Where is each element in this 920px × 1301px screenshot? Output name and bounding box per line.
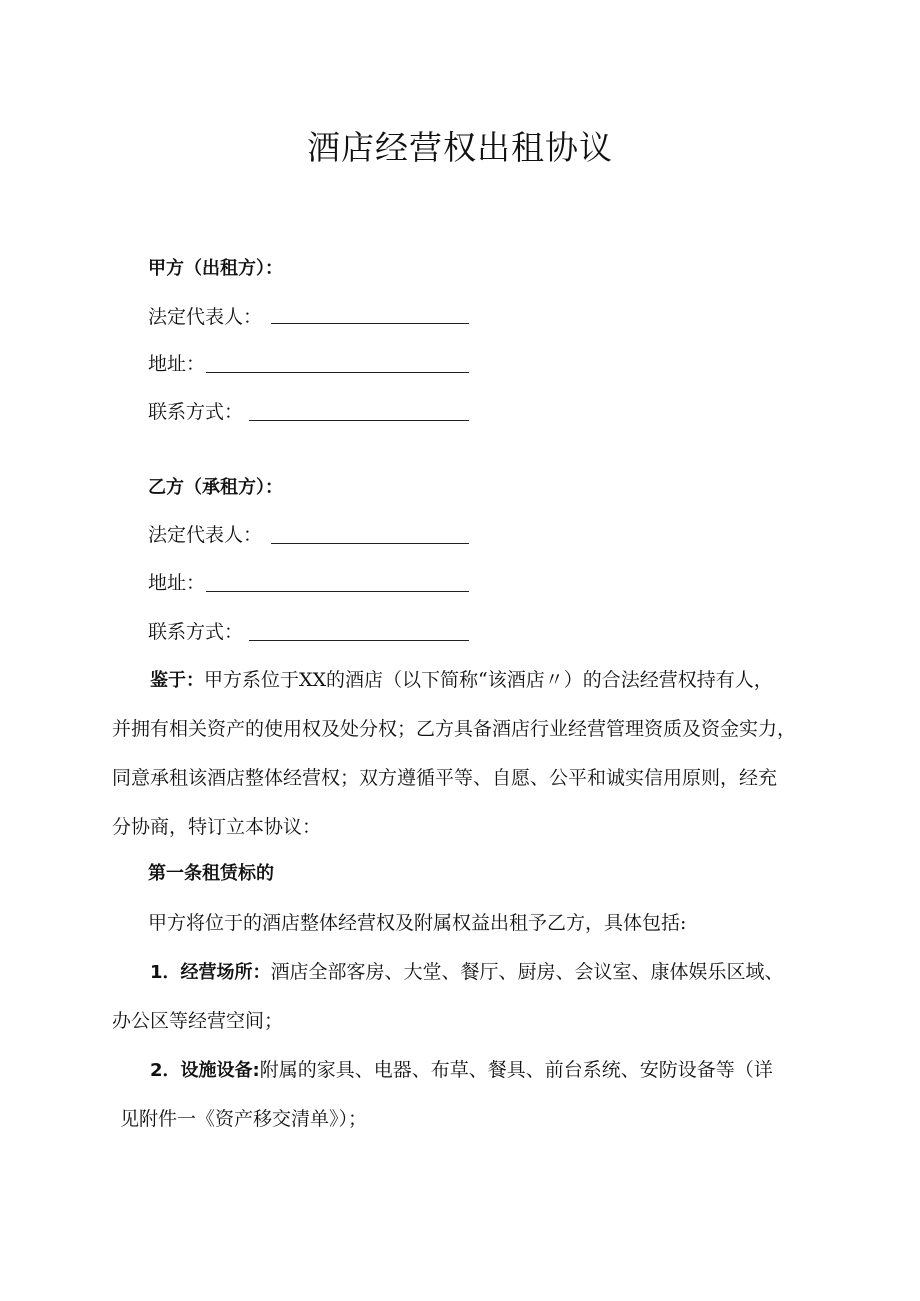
- document-title: 酒店经营权出租协议: [307, 128, 613, 167]
- party-b-addr-blank: [206, 591, 469, 592]
- party-a-contact-blank: [249, 420, 469, 421]
- article-1-item-1-text: 酒店全部客房、大堂、餐厅、厨房、会议室、康体娱乐区域、: [270, 961, 784, 983]
- whereas-line-2: 并拥有相关资产的使用权及处分权；乙方具备酒店行业经营管理资质及资金实力，: [112, 718, 797, 740]
- article-1-item-2-label: 2．设施设备:: [150, 1060, 260, 1081]
- article-1-heading: 第一条租赁标的: [148, 863, 274, 884]
- article-1-item-1-line-2: 办公区等经营空间；: [112, 1010, 284, 1032]
- article-1-item-2-text: 附属的家具、电器、布草、餐具、前台系统、安防设备等（详: [259, 1059, 773, 1081]
- article-1-item-1-line-1: [150, 960, 784, 985]
- party-a-addr-label: 地址：: [148, 353, 206, 375]
- party-b-contact-blank: [249, 640, 469, 641]
- party-a-addr-blank: [206, 372, 469, 373]
- article-1-item-2-line-1: [150, 1058, 773, 1083]
- whereas-line-1: [150, 668, 773, 693]
- article-1-item-2-line-2: 见附件一《资产移交清单》）；: [120, 1108, 368, 1130]
- party-a-contact-label: 联系方式：: [148, 401, 244, 423]
- party-b-contact-label: 联系方式：: [148, 621, 244, 643]
- party-b-rep-blank: [271, 543, 469, 544]
- party-b-rep-label: 法定代表人：: [148, 524, 263, 546]
- party-b-addr-label: 地址：: [148, 572, 206, 594]
- whereas-line-3: 同意承租该酒店整体经营权；双方遵循平等、自愿、公平和诚实信用原则，经充: [112, 767, 778, 789]
- whereas-label: 鉴于：: [150, 670, 204, 691]
- whereas-line-1-text: 甲方系位于XX的酒店（以下简称“该酒店〃）的合法经营权持有人，: [204, 669, 773, 691]
- party-a-rep-blank: [271, 323, 469, 324]
- article-1-item-1-label: 1．经营场所：: [150, 962, 271, 983]
- whereas-line-4: 分协商，特订立本协议：: [112, 816, 322, 838]
- party-a-heading: 甲方（出租方）：: [148, 258, 283, 279]
- party-a-rep-label: 法定代表人：: [148, 306, 263, 328]
- party-b-heading: 乙方（承租方）：: [148, 477, 283, 498]
- article-1-intro: 甲方将位于的酒店整体经营权及附属权益出租予乙方，具体包括:: [148, 912, 687, 934]
